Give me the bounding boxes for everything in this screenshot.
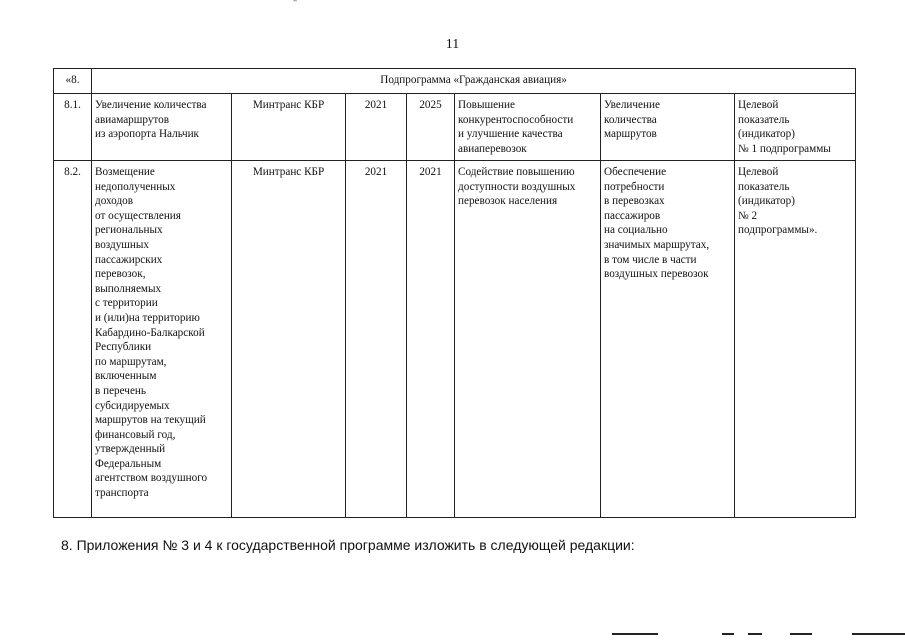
executor: Минтранс КБР: [232, 161, 346, 518]
end-year: 2021: [407, 161, 455, 518]
goal: Содействие повышению доступности воздушных перевозок населения: [455, 161, 601, 518]
footer-note: 8. Приложения № 3 и 4 к государственной программе изложить в следующей редакции:: [61, 537, 635, 553]
section-header-row: [54, 69, 856, 94]
start-year: 2021: [346, 161, 407, 518]
top-mark: ": [293, 0, 298, 9]
executor: Минтранс КБР: [232, 94, 346, 161]
measure-name: Увеличение количества авиамаршрутов из аэропорта Нальчик: [92, 94, 232, 161]
goal: Повышение конкурентоспособности и улучшение качества авиаперевозок: [455, 94, 601, 161]
table-row: [54, 161, 856, 518]
start-year: 2021: [346, 94, 407, 161]
program-table: [53, 68, 856, 518]
section-number: «8.: [54, 69, 92, 94]
section-title: Подпрограмма «Гражданская авиация»: [92, 69, 856, 94]
expected-result: Обеспечение потребности в перевозках пассажиров на социально значимых маршрутах, в том числе в части воздушных перевозок: [601, 161, 735, 518]
end-year: 2025: [407, 94, 455, 161]
indicator: Целевой показатель (индикатор) № 2 подпрограммы».: [735, 161, 856, 518]
bottom-rule-segment: [790, 633, 812, 635]
measure-name: Возмещение недополученных доходов от осуществления региональных воздушных пассажирских перевозок, выполняемых с территории и (или)на территорию Кабардино-Балкарской Республики по маршрутам, включенным в перечень субсидируемых маршрутов на текущий финансовый год, утвержденный Федеральным агентством воздушного транспорта: [92, 161, 232, 518]
bottom-rule-segment: [612, 633, 658, 635]
table-row: [54, 94, 856, 161]
bottom-rule-segment: [748, 633, 762, 635]
expected-result: Увеличение количества маршрутов: [601, 94, 735, 161]
indicator: Целевой показатель (индикатор) № 1 подпрограммы: [735, 94, 856, 161]
row-number: 8.2.: [54, 161, 92, 518]
bottom-rule-segment: [852, 633, 905, 635]
page-number: 11: [445, 37, 460, 52]
row-number: 8.1.: [54, 94, 92, 161]
bottom-rule-segment: [722, 633, 734, 635]
